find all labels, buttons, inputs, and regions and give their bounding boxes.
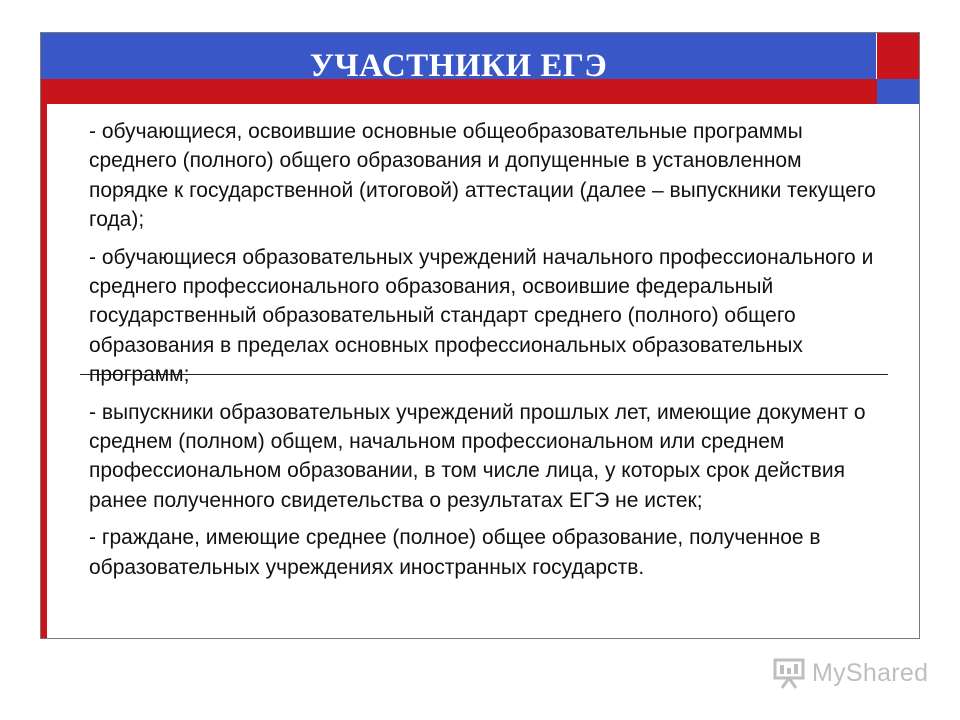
list-item: - обучающиеся образовательных учреждений начального профессионального и среднего профессионального образования, освоившие федеральный государственный образовательный стандарт среднего (полного) общего образования в пределах основных профессиональных образовательных программ;	[89, 245, 874, 387]
left-accent-stripe	[41, 104, 47, 638]
list-item: - граждане, имеющие среднее (полное) общее образование, полученное в образовательных учреждениях иностранных государств.	[89, 526, 821, 579]
corner-blue-square	[877, 79, 919, 104]
participants-list	[89, 117, 879, 582]
watermark-text: MyShared	[812, 658, 929, 687]
corner-red-square	[877, 33, 919, 79]
list-item: - обучающиеся, освоившие основные общеобразовательные программы среднего (полного) общего образования и допущенные в установленном порядке к государственной (итоговой) аттестации (далее – выпускники текущего года);	[89, 120, 876, 232]
slide-title: УЧАСТНИКИ ЕГЭ	[309, 48, 608, 84]
presentation-board-icon	[772, 656, 806, 690]
watermark-logo	[772, 655, 928, 691]
list-item: - выпускники образовательных учреждений прошлых лет, имеющие документ о среднем (полном) общем, начальном профессиональном или среднем профессиональном образовании, в том числе лица, у которых срок действия ранее полученного свидетельства о результатах ЕГЭ не истек;	[89, 400, 866, 512]
